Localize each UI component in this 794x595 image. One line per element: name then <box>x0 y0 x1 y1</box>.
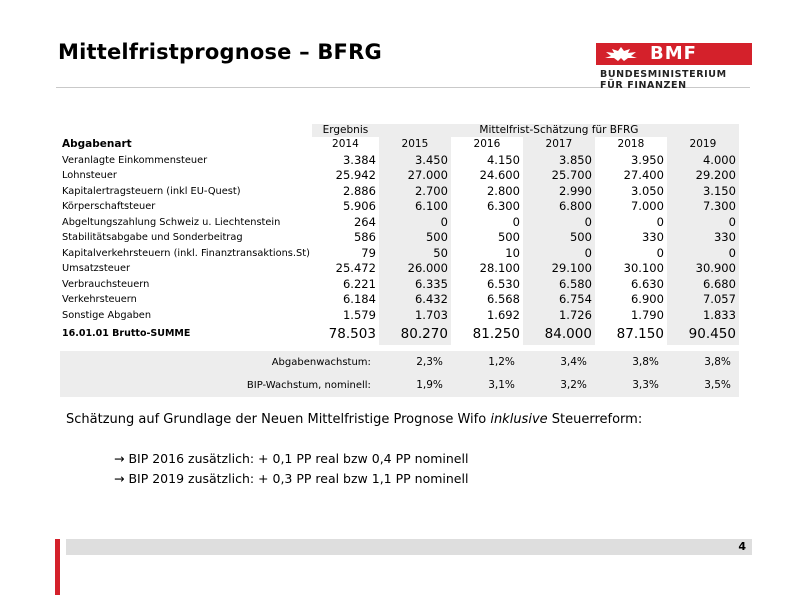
year-header: 2016 <box>473 138 501 150</box>
table-cell: 330 <box>641 230 664 244</box>
table-cell: 3.850 <box>523 153 595 169</box>
table-cell: 2.700 <box>379 184 451 200</box>
logo-line-1: BUNDESMINISTERIUM <box>600 69 727 80</box>
row-label: Verkehrsteuern <box>62 294 137 305</box>
table-cell: 5.906 <box>342 199 376 213</box>
growth-label: Abgabenwachstum: <box>60 351 379 374</box>
bullet-item: → BIP 2019 zusätzlich: + 0,3 PP real bzw 1,1 PP nominell <box>114 471 469 486</box>
table-row <box>60 215 739 231</box>
page-number: 4 <box>738 540 746 553</box>
growth-label: BIP-Wachstum, nominell: <box>60 374 379 397</box>
table-cell: 6.100 <box>379 199 451 215</box>
row-label: Umsatzsteuer <box>62 263 131 274</box>
row-label: Veranlagte Einkommensteuer <box>62 154 208 166</box>
growth-cell: 1,2% <box>451 351 523 374</box>
sum-cell: 84.000 <box>523 323 595 345</box>
tax-rows <box>60 153 739 324</box>
note-text-end: Steuerreform: <box>547 412 643 427</box>
row-label: Verbrauchsteuern <box>62 278 150 290</box>
table-cell: 6.530 <box>486 276 520 291</box>
table-cell: 6.432 <box>379 292 451 308</box>
table-cell: 6.900 <box>630 292 664 306</box>
table-cell: 0 <box>523 215 595 231</box>
growth-row-abgaben <box>60 351 739 374</box>
table-cell: 30.100 <box>623 261 664 275</box>
table-cell: 1.703 <box>379 308 451 324</box>
year-header: 2015 <box>379 137 451 153</box>
sum-label: 16.01.01 Brutto-SUMME <box>62 328 191 340</box>
table-cell: 6.568 <box>486 292 520 306</box>
table-cell: 6.580 <box>523 277 595 293</box>
bip-bullets <box>114 449 468 489</box>
growth-cell: 3,3% <box>595 374 667 397</box>
year-header: 2017 <box>523 137 595 153</box>
bmf-logo <box>596 43 752 91</box>
header-result: Ergebnis <box>312 124 379 137</box>
table-cell: 6.335 <box>379 277 451 293</box>
table-cell: 6.221 <box>342 276 376 291</box>
logo-bar <box>596 43 752 65</box>
table-row <box>60 184 739 200</box>
table-row <box>60 246 739 262</box>
table-cell: 1.692 <box>486 307 520 322</box>
table-cell: 27.000 <box>379 168 451 184</box>
table-cell: 29.200 <box>667 168 739 184</box>
table-cell: 27.400 <box>623 168 664 182</box>
table-row <box>60 153 739 169</box>
header-forecast: Mittelfrist-Schätzung für BFRG <box>379 124 739 137</box>
row-label: Lohnsteuer <box>62 170 117 181</box>
table-cell: 586 <box>353 230 376 244</box>
table-cell: 500 <box>497 230 520 244</box>
table-cell: 29.100 <box>523 261 595 277</box>
footer-bar <box>66 539 752 555</box>
table-cell: 6.630 <box>630 276 664 291</box>
growth-cell: 3,8% <box>595 351 667 374</box>
row-label: Abgeltungszahlung Schweiz u. Liechtenstein <box>62 216 281 228</box>
table-cell: 2.886 <box>342 183 376 198</box>
table-cell: 2.990 <box>523 184 595 200</box>
page-title: Mittelfristprognose – BFRG <box>58 40 382 64</box>
table-row <box>60 277 739 293</box>
table-cell: 3.950 <box>630 152 664 167</box>
growth-cell: 3,4% <box>523 351 595 374</box>
table-cell: 4.150 <box>486 152 520 167</box>
year-header: 2014 <box>332 138 359 150</box>
table-cell: 0 <box>523 246 595 262</box>
table-cell: 500 <box>379 230 451 246</box>
table-cell: 7.000 <box>630 199 664 213</box>
logo-brand: BMF <box>650 43 697 64</box>
table-cell: 0 <box>656 245 664 260</box>
sum-cell: 78.503 <box>328 326 376 342</box>
bullet-item: → BIP 2016 zusätzlich: + 0,1 PP real bzw 0,4 PP nominell <box>114 451 469 466</box>
year-header: 2018 <box>617 138 645 150</box>
table-cell: 3.384 <box>342 152 376 167</box>
table-cell: 0 <box>512 214 520 229</box>
table-row <box>60 168 739 184</box>
eagle-icon <box>604 46 638 62</box>
table-cell: 25.700 <box>523 168 595 184</box>
table-cell: 2.800 <box>486 183 520 198</box>
table-row <box>60 261 739 277</box>
accent-line <box>55 539 60 595</box>
note-text: Schätzung auf Grundlage der Neuen Mittelfristige Prognose Wifo <box>66 412 491 427</box>
sum-cell: 81.250 <box>472 326 520 342</box>
logo-subtitle <box>600 69 727 91</box>
row-label: Stabilitätsabgabe und Sonderbeitrag <box>62 232 243 243</box>
note-emphasis: inklusive <box>490 412 548 427</box>
table-cell: 24.600 <box>479 168 520 182</box>
table-cell: 1.790 <box>630 307 664 322</box>
table-cell: 6.754 <box>523 292 595 308</box>
growth-cell: 1,9% <box>379 374 451 397</box>
table-cell: 30.900 <box>667 261 739 277</box>
table-cell: 50 <box>379 246 451 262</box>
growth-cell: 3,8% <box>667 351 739 374</box>
table-row <box>60 230 739 246</box>
table-cell: 7.057 <box>667 292 739 308</box>
row-label: Kapitalertragsteuern (inkl EU-Quest) <box>62 185 241 197</box>
table-cell: 10 <box>505 245 520 260</box>
table-cell: 79 <box>361 245 376 260</box>
year-header: 2019 <box>667 137 739 153</box>
table-cell: 0 <box>667 246 739 262</box>
tax-forecast-table <box>60 124 739 397</box>
growth-cell: 3,1% <box>451 374 523 397</box>
growth-row-bip <box>60 374 739 397</box>
table-cell: 6.800 <box>523 199 595 215</box>
row-label: Sonstige Abgaben <box>62 309 152 321</box>
growth-cell: 3,2% <box>523 374 595 397</box>
table-cell: 4.000 <box>667 153 739 169</box>
table-cell: 0 <box>667 215 739 231</box>
table-cell: 1.833 <box>667 308 739 324</box>
estimate-note <box>66 412 642 427</box>
table-row <box>60 308 739 324</box>
column-header-abgabenart: Abgabenart <box>62 138 132 150</box>
table-row <box>60 292 739 308</box>
table-cell: 264 <box>353 214 376 229</box>
sum-row <box>60 323 739 345</box>
table-cell: 1.579 <box>342 307 376 322</box>
table-cell: 3.450 <box>379 153 451 169</box>
growth-cell: 2,3% <box>379 351 451 374</box>
table-cell: 330 <box>667 230 739 246</box>
sum-cell: 87.150 <box>616 326 664 342</box>
sum-cell: 80.270 <box>379 323 451 345</box>
table-row <box>60 199 739 215</box>
table-cell: 3.050 <box>630 183 664 198</box>
table-cell: 25.942 <box>335 168 376 182</box>
row-label: Kapitalverkehrsteuern (inkl. Finanztransaktions.St) <box>62 247 310 259</box>
logo-line-2: FÜR FINANZEN <box>600 80 687 91</box>
row-label: Körperschaftsteuer <box>62 201 156 212</box>
growth-cell: 3,5% <box>667 374 739 397</box>
table-cell: 26.000 <box>379 261 451 277</box>
table-cell: 6.300 <box>486 199 520 213</box>
table-cell: 500 <box>523 230 595 246</box>
table-cell: 6.184 <box>342 292 376 306</box>
table-cell: 1.726 <box>523 308 595 324</box>
table-cell: 28.100 <box>479 261 520 275</box>
sum-cell: 90.450 <box>667 323 739 345</box>
table-cell: 25.472 <box>335 261 376 275</box>
table-cell: 6.680 <box>667 277 739 293</box>
table-cell: 0 <box>656 214 664 229</box>
table-cell: 0 <box>379 215 451 231</box>
table-cell: 3.150 <box>667 184 739 200</box>
table-cell: 7.300 <box>667 199 739 215</box>
